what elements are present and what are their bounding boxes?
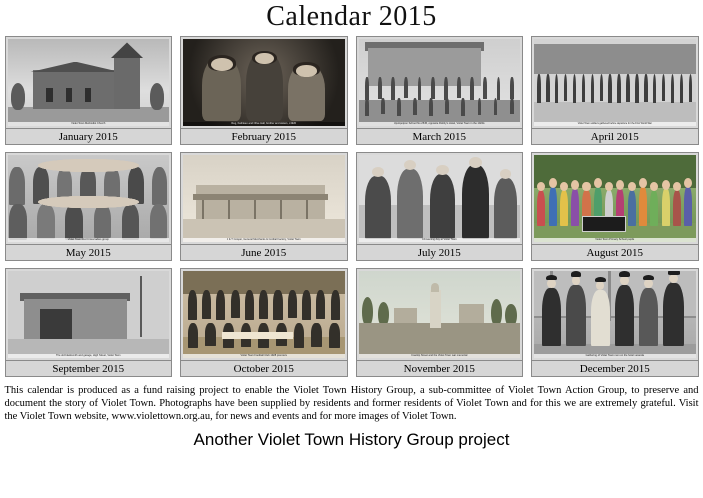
treeline-shape — [534, 44, 696, 74]
month-cell-august — [531, 152, 699, 261]
photo-frame-september — [5, 268, 173, 361]
month-cell-june — [180, 152, 348, 261]
photo-frame-august — [531, 152, 699, 245]
caption-frame-december — [531, 361, 699, 377]
month-label-january: January 2015 — [58, 130, 118, 143]
photo-frame-february — [180, 36, 348, 129]
month-label-june: June 2015 — [241, 246, 287, 259]
child-figure — [246, 51, 283, 121]
month-cell-july — [356, 152, 524, 261]
month-cell-may — [5, 152, 173, 261]
photo-caption-december: Gathering of Violet Town men on the hotel veranda — [534, 354, 696, 358]
caption-frame-july — [356, 245, 524, 261]
month-label-december: December 2015 — [579, 362, 650, 375]
photo-caption-april: Violet Town soldiers gathered before departure for the First World War — [534, 122, 696, 126]
month-cell-september — [5, 268, 173, 377]
photo-caption-february: Reg, Kathleen and Olive Hall, brother and sisters, c1920 — [183, 122, 345, 126]
month-cell-april — [531, 36, 699, 145]
month-label-april: April 2015 — [590, 130, 639, 143]
photo-frame-november — [356, 268, 524, 361]
hedge-shape — [534, 155, 696, 188]
photo-december — [534, 271, 696, 358]
photo-may — [8, 155, 170, 242]
caption-frame-june — [180, 245, 348, 261]
month-label-august: August 2015 — [586, 246, 644, 259]
month-label-september: September 2015 — [52, 362, 125, 375]
people-row — [365, 77, 514, 100]
month-cell-february — [180, 36, 348, 145]
month-cell-december — [531, 268, 699, 377]
person-figure — [494, 178, 517, 239]
month-grid — [5, 36, 699, 377]
project-tagline: Another Violet Town History Group project — [193, 429, 510, 449]
month-label-march: March 2015 — [412, 130, 466, 143]
month-cell-january — [5, 36, 173, 145]
caption-frame-march — [356, 129, 524, 145]
school-sign — [582, 216, 626, 232]
caption-frame-september — [5, 361, 173, 377]
photo-caption-october: Violet Town Football Club 1928 premiers — [183, 354, 345, 358]
photo-frame-january — [5, 36, 173, 129]
caption-frame-february — [180, 129, 348, 145]
month-label-october: October 2015 — [233, 362, 294, 375]
power-pole-shape — [140, 276, 142, 337]
photo-caption-january: Violet Town Methodist Church — [8, 122, 170, 126]
caption-frame-august — [531, 245, 699, 261]
photo-april — [534, 39, 696, 126]
month-label-february: February 2015 — [231, 130, 296, 143]
head-shape — [296, 65, 317, 76]
photo-caption-november: Cowslip Street and the Violet Town war memorial — [359, 354, 521, 358]
person-figure — [462, 165, 489, 238]
child-figure — [202, 56, 241, 120]
photo-caption-may: Violet Town Red Cross ladies group — [8, 238, 170, 242]
month-cell-november — [356, 268, 524, 377]
page-title: Calendar 2015 — [266, 1, 437, 32]
photo-september — [8, 271, 170, 358]
window-shape — [85, 88, 91, 102]
people-row — [537, 74, 692, 104]
head-shape — [211, 58, 233, 71]
church-tower-shape — [114, 56, 140, 108]
photo-january — [8, 39, 170, 126]
tree-shape — [11, 83, 26, 111]
photo-frame-april — [531, 36, 699, 129]
photo-frame-july — [356, 152, 524, 245]
photo-caption-march: Upotipotpon School No 2545, opposite Robby's Hotel, Violet Town in the 1920s — [359, 122, 521, 126]
child-figure — [288, 63, 325, 120]
photo-caption-july: Christening day at Violet Town — [359, 238, 521, 242]
photo-frame-october — [180, 268, 348, 361]
photo-february — [183, 39, 345, 126]
photo-june — [183, 155, 345, 242]
month-cell-march — [356, 36, 524, 145]
photo-october — [183, 271, 345, 358]
window-shape — [46, 88, 52, 102]
footer-paragraph: This calendar is produced as a fund raising project to enable the Violet Town History Group, a sub-committee of Violet Town Action Group, to preserve and document the story of Violet Town. Photographs have been supplied by residents and former residents of Violet Town and for this we are extremely grateful. Visit the Violet Town website, www.violettown.org.au, for news and events and for more images of Violet Town. — [4, 385, 699, 423]
month-label-may: May 2015 — [65, 246, 111, 259]
person-figure — [430, 174, 456, 238]
photo-caption-june: J & T Cooper, General Merchants & Cordial Factory, Violet Town — [183, 238, 345, 242]
shed-door-shape — [40, 309, 72, 339]
photo-caption-august: Violet Town Primary School pupils — [534, 238, 696, 242]
month-label-november: November 2015 — [403, 362, 475, 375]
veranda-shape — [193, 194, 329, 200]
photo-frame-june — [180, 152, 348, 245]
photo-november — [359, 271, 521, 358]
photo-july — [359, 155, 521, 242]
photo-march — [359, 39, 521, 126]
person-figure — [365, 176, 391, 239]
tree-shape — [150, 83, 165, 111]
caption-frame-april — [531, 129, 699, 145]
photo-caption-september: The old blacksmith and garage, High Street, Violet Town — [8, 354, 170, 358]
war-memorial-shape — [430, 290, 441, 328]
photo-august — [534, 155, 696, 242]
team-row-back — [188, 290, 340, 320]
window-shape — [66, 88, 72, 102]
caption-frame-november — [356, 361, 524, 377]
photo-frame-march — [356, 36, 524, 129]
caption-frame-october — [180, 361, 348, 377]
people-row — [365, 98, 514, 115]
month-label-july: July 2015 — [417, 246, 461, 259]
month-cell-october — [180, 268, 348, 377]
person-figure — [397, 169, 423, 239]
photo-frame-december — [531, 268, 699, 361]
photo-frame-may — [5, 152, 173, 245]
caption-frame-may — [5, 245, 173, 261]
caption-frame-january — [5, 129, 173, 145]
people-row-front — [9, 204, 167, 241]
team-banner — [222, 332, 293, 339]
memorial-top-shape — [431, 283, 438, 292]
